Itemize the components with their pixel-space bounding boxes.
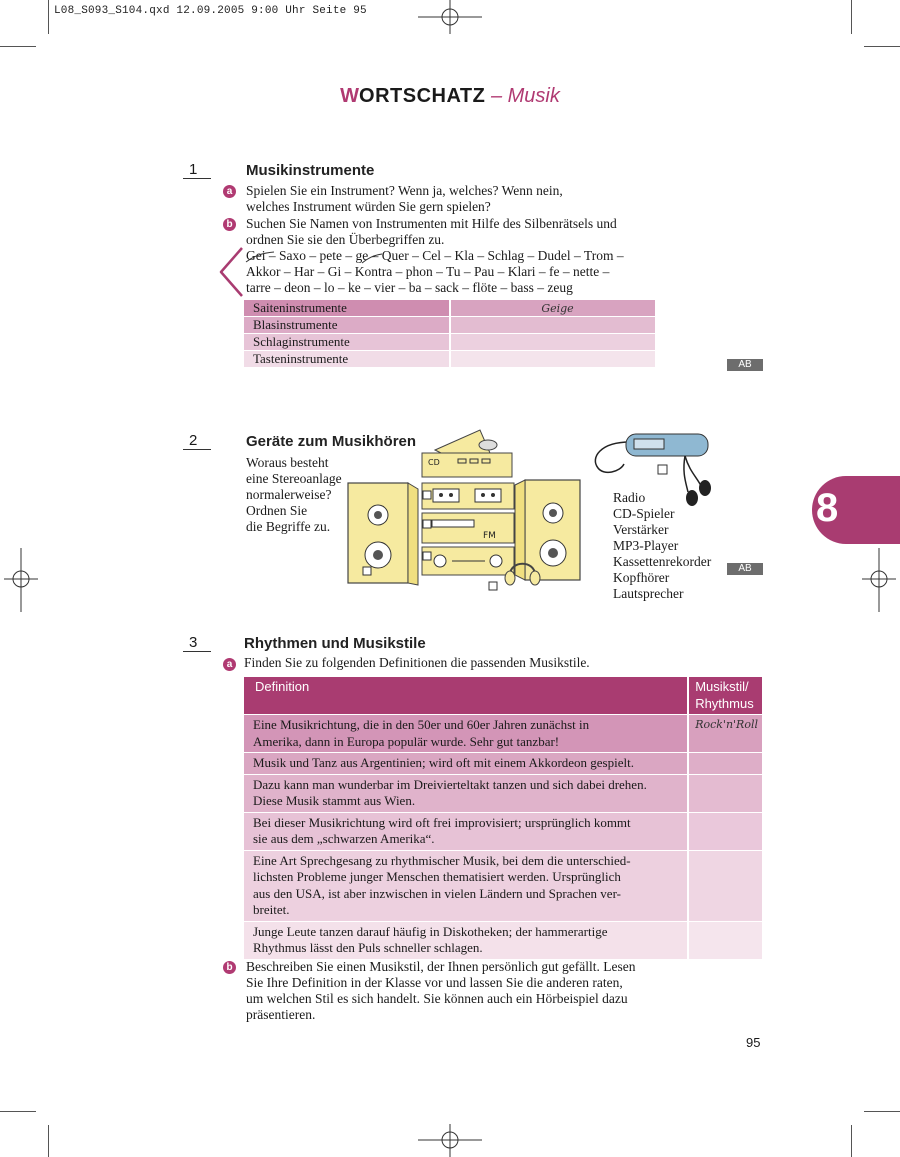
radio-tuner-icon (422, 513, 514, 543)
text-line: Bei dieser Musikrichtung wird oft frei improvisiert; ursprünglich kommt (253, 814, 631, 830)
text-line: breitet. (253, 902, 290, 917)
header-line: Musikstil/ (695, 679, 749, 694)
label-box (423, 552, 431, 560)
text-line: Amerika, dann in Europa populär wurde. Sehr gut tanzbar! (253, 733, 560, 749)
chapter-number: 8 (816, 486, 839, 530)
amplifier-icon (422, 547, 514, 575)
category-cell: Blasinstrumente (244, 317, 450, 334)
list-item: Lautsprecher (613, 586, 684, 601)
category-cell: Saiteninstrumente (244, 300, 450, 317)
list-item: Kassettenrekorder (613, 554, 712, 569)
list-item: Radio (613, 490, 646, 505)
table-row (244, 850, 763, 921)
text-line: sie aus dem „schwarzen Amerika“. (253, 831, 435, 846)
label-box (423, 491, 431, 499)
text-line: aus den USA, ist aber inzwischen in vielen Ländern und Sprachen ver- (253, 885, 621, 901)
text-line: eine Stereoanlage (246, 471, 342, 486)
header-definition: Definition (244, 677, 688, 715)
cassette-deck-icon (422, 483, 514, 509)
table-row (244, 351, 656, 368)
text-line: Woraus besteht (246, 455, 329, 470)
instrument-table (244, 300, 657, 368)
text-line: Ordnen Sie (246, 503, 308, 518)
text-line: Rhythmus lässt den Puls schneller schlagen. (253, 940, 483, 955)
section1-number: 1 (183, 162, 211, 179)
task-marker-b: b (223, 218, 236, 231)
ab-badge: AB (727, 359, 763, 371)
task-marker-a: a (223, 185, 236, 198)
registration-mark-left (4, 548, 38, 612)
crop-mark (864, 1111, 900, 1112)
answer-cell[interactable] (688, 921, 763, 959)
task-marker-a: a (223, 658, 236, 671)
category-cell: Schlaginstrumente (244, 334, 450, 351)
bracket-icon (218, 246, 246, 300)
crop-mark (0, 1111, 36, 1112)
definition-cell (244, 774, 688, 812)
text-line: Musik und Tanz aus Argentinien; wird oft mit einem Akkordeon gespielt. (253, 755, 634, 770)
text-line: Suchen Sie Namen von Instrumenten mit Hilfe des Silbenrätsels und (246, 216, 617, 231)
registration-mark-bottom (418, 1124, 482, 1157)
header-musikstil (688, 677, 763, 715)
answer-cell[interactable] (450, 317, 656, 334)
answer-cell[interactable] (450, 351, 656, 368)
list-item: Kopfhörer (613, 570, 670, 585)
text-line: Diese Musik stammt aus Wien. (253, 793, 416, 808)
label-box (423, 520, 431, 528)
registration-mark-right (862, 548, 896, 612)
definition-cell (244, 812, 688, 850)
text-line: um welchen Stil es sich handelt. Sie können auch ein Hörbeispiel dazu (246, 991, 628, 1006)
crop-mark (864, 46, 900, 47)
answer-cell[interactable] (688, 753, 763, 775)
section3-task-b (246, 959, 636, 1023)
title-main: ORTSCHATZ (359, 85, 486, 107)
table-row (244, 753, 763, 775)
label-box (363, 567, 371, 575)
text-line: Beschreiben Sie einen Musikstil, der Ihnen persönlich gut gefällt. Lesen (246, 959, 636, 974)
text-line: Dazu kann man wunderbar im Dreivierteltakt tanzen und sich dabei drehen. (253, 776, 647, 792)
syllable-line: Gei – Saxo – pete – ge – Quer – Cel – Kla – Schlag – Dudel – Trom – (246, 248, 624, 263)
answer-cell[interactable] (688, 774, 763, 812)
page-title (0, 85, 900, 108)
text-line: normalerweise? (246, 487, 332, 502)
text-line: Eine Art Sprechgesang zu rhythmischer Musik, bei dem die unterschied- (253, 852, 631, 868)
chapter-tab (812, 476, 900, 544)
section1-task-b (246, 216, 617, 248)
table-row (244, 715, 763, 753)
text-line: die Begriffe zu. (246, 519, 331, 534)
label-box (489, 582, 497, 590)
crop-mark (851, 1125, 852, 1157)
section3-task-a: Finden Sie zu folgenden Definitionen die passenden Musikstile. (244, 655, 590, 670)
text-line: Eine Musikrichtung, die in den 50er und 60er Jahren zunächst in (253, 717, 590, 732)
task-marker-b: b (223, 961, 236, 974)
stereo-illustration (340, 425, 620, 600)
fm-label: FM (483, 531, 496, 541)
table-header-row (244, 677, 763, 715)
registration-mark-top (418, 0, 482, 36)
table-row (244, 812, 763, 850)
text-line: Spielen Sie ein Instrument? Wenn ja, welches? Wenn nein, (246, 183, 563, 198)
music-style-table (244, 677, 764, 960)
header-line: Rhythmus (695, 695, 754, 711)
ab-badge: AB (727, 563, 763, 575)
title-initial: W (340, 85, 360, 107)
table-row (244, 317, 656, 334)
crop-mark (851, 0, 852, 34)
category-cell: Tasteninstrumente (244, 351, 450, 368)
cd-label: CD (428, 458, 440, 467)
text-line: ordnen Sie sie den Überbegriffen zu. (246, 232, 445, 247)
answer-cell[interactable] (688, 812, 763, 850)
definition-cell (244, 921, 688, 959)
list-item: MP3-Player (613, 538, 679, 553)
crop-mark (0, 46, 36, 47)
table-row (244, 300, 656, 317)
text-line: Junge Leute tanzen darauf häufig in Diskotheken; der hammerartige (253, 923, 608, 939)
section1-task-a (246, 183, 563, 215)
speaker-right-icon (515, 480, 580, 580)
table-row (244, 334, 656, 351)
syllable-line: tarre – deon – lo – ke – vier – ba – sack – flöte – bass – zeug (246, 280, 573, 295)
definition-cell (244, 753, 688, 775)
speaker-left-icon (348, 483, 418, 585)
section1-title: Musikinstrumente (246, 162, 375, 179)
table-row (244, 774, 763, 812)
text-line: welches Instrument würden Sie gern spielen? (246, 199, 491, 214)
text-line: lichsten Probleme junger Menschen thematisiert werden. Ursprünglich (253, 869, 621, 884)
list-item: Verstärker (613, 522, 669, 537)
cd-player-icon (422, 430, 512, 477)
section2-title: Geräte zum Musikhören (246, 433, 417, 450)
text-line: Sie Ihre Definition in der Klasse vor und lassen Sie die anderen raten, (246, 975, 623, 990)
crop-mark (48, 0, 49, 34)
section3-title: Rhythmen und Musikstile (244, 635, 426, 652)
syllable-line: Akkor – Har – Gi – Kontra – phon – Tu – Pau – Klari – fe – nette – (246, 264, 610, 279)
answer-cell[interactable] (450, 334, 656, 351)
definition-cell (244, 850, 688, 921)
print-slug: L08_S093_S104.qxd 12.09.2005 9:00 Uhr Seite 95 (54, 5, 367, 17)
table-row (244, 921, 763, 959)
answer-cell[interactable]: Rock'n'Roll (688, 715, 763, 753)
strikethrough-marks (244, 250, 404, 266)
device-term-list (613, 490, 711, 602)
section2-instruction (246, 455, 342, 535)
definition-cell (244, 715, 688, 753)
section2-number: 2 (183, 433, 211, 450)
section3-number: 3 (183, 635, 211, 652)
page-number: 95 (746, 1035, 761, 1050)
crop-mark (48, 1125, 49, 1157)
title-subtitle: – Musik (490, 85, 560, 107)
answer-cell[interactable] (688, 850, 763, 921)
list-item: CD-Spieler (613, 506, 675, 521)
text-line: präsentieren. (246, 1007, 316, 1022)
answer-cell[interactable]: Geige (450, 300, 656, 317)
